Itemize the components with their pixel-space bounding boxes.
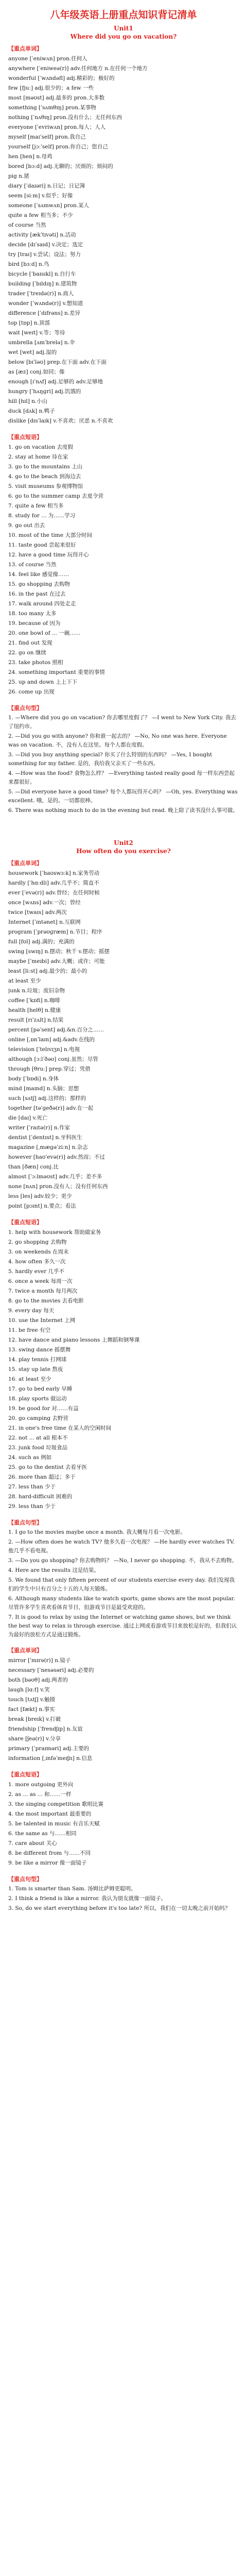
list-item: someone [ˈsʌmwʌn] pron.某人 — [8, 202, 90, 209]
list-item: 6. once a week 每周一次 — [8, 1278, 73, 1284]
list-item: 1. I go to the movies maybe once a month. 我大概每月看一次电影。 — [8, 1529, 186, 1535]
list-item: 14. play tennis 打网球 — [8, 1357, 67, 1363]
list-item: wait [weɪt] v.等；等待 — [8, 330, 65, 336]
section-block — [8, 859, 239, 1211]
list-item: myself [maɪˈself] pron.我自己 — [8, 134, 86, 140]
list-item: 6. go to the summer camp 去夏令营 — [8, 493, 103, 499]
list-item: 6. Although many students like to watch sports, game shows are the most popular. 尽管许多学生喜欢看体育节目，但游戏节目是最受欢迎的。 — [8, 1596, 235, 1611]
list-item: 5. We found that only fifteen percent of our students exercise every day. 我们发现我们的学生中只有百分之十五的人每天锻炼。 — [8, 1577, 235, 1592]
list-item: 2. —Did you go with anyone? 你和谁一起去的？ —No, No one was here. Everyone was on vacation. 不，没有人在这里。每个人都在度假。 — [8, 733, 227, 748]
list-item: Internet [ˈɪntənet] n.互联网 — [8, 919, 81, 925]
list-item: information [ˌɪnfəˈmeɪʃn] n.信息 — [8, 1755, 93, 1761]
list-item: 17. go to bed early 早睡 — [8, 1386, 73, 1392]
list-item: television [ˈtelɪvɪʒn] n.电视 — [8, 1046, 80, 1053]
list-item: 7. care about 关心 — [8, 1840, 57, 1846]
list-item: enough [ɪˈnʌf] adj.足够的 adv.足够地 — [8, 379, 103, 385]
list-item: fact [fækt] n.事实 — [8, 1706, 55, 1713]
list-item: 3. So, do we start everything before it's too late? 所以，我们在一切太晚之前开始吗？ — [8, 1905, 231, 1911]
list-item: 8. be different from 与……不同 — [8, 1850, 91, 1856]
section-block — [8, 1519, 239, 1639]
list-item: point [pɔɪnt] n.要点；看法 — [8, 1203, 76, 1209]
list-item: such [sʌtʃ] adj.这样的；那样的 — [8, 1095, 86, 1101]
list-item: 4. the most important 最重要的 — [8, 1811, 92, 1817]
list-item: primary [ˈpraɪməri] adj.主要的 — [8, 1745, 90, 1752]
list-item: 2. —How often does he watch TV? 他多久看一次电视？ —He hardly ever watches TV. 他几乎不看电视。 — [8, 1539, 235, 1554]
list-item: 7. quite a few 相当多 — [8, 503, 64, 509]
section-title: 【重点短语】 — [8, 1219, 42, 1226]
list-item: 1. go on vacation 去度假 — [8, 444, 73, 450]
section-block — [8, 45, 239, 426]
list-item: hungry [ˈhʌŋɡri] adj.饥饿的 — [8, 388, 81, 395]
list-item: 16. in the past 在过去 — [8, 591, 66, 597]
list-item: something [ˈsʌmθɪŋ] pron.某事物 — [8, 105, 96, 111]
list-item: 16. at least 至少 — [8, 1376, 51, 1382]
list-item: difference [ˈdɪfrəns] n.差异 — [8, 310, 81, 316]
list-item: 18. play sports 做运动 — [8, 1396, 67, 1402]
list-item: 15. stay up late 熬夜 — [8, 1366, 63, 1372]
list-item: 5. visit museums 参观博物馆 — [8, 483, 83, 489]
section-title: 【重点单词】 — [8, 45, 42, 52]
list-item: health [helθ] n.健康 — [8, 1007, 61, 1013]
list-item: 13. swing dance 摇摆舞 — [8, 1347, 71, 1353]
list-item: 10. most of the time 大部分时间 — [8, 532, 92, 538]
list-item: than [ðæn] conj.比 — [8, 1164, 59, 1170]
list-item: laugh [lɑːf] v.笑 — [8, 1687, 50, 1693]
list-item: none [nʌn] pron.没有人；没有任何东西 — [8, 1183, 108, 1190]
list-item: 13. of course 当然 — [8, 562, 57, 568]
list-item: writer [ˈraɪtə(r)] n.作家 — [8, 1125, 70, 1131]
list-item: junk n.垃圾；废旧杂物 — [8, 988, 65, 994]
section-title: 【重点短语】 — [8, 1771, 42, 1778]
list-item: 4. —How was the food? 食物怎么样？ —Everything tasted really good 每一样东西尝起来都很好。 — [8, 770, 235, 785]
list-item: hen [hen] n.母鸡 — [8, 154, 52, 160]
unit-heading — [8, 839, 239, 855]
list-item: 2. stay at home 待在家 — [8, 454, 68, 460]
list-item: once [wʌns] adv.一次；曾经 — [8, 900, 81, 906]
list-item: 23. take photos 照相 — [8, 659, 63, 666]
list-item: magazine [ˌmæɡəˈziːn] n.杂志 — [8, 1144, 88, 1150]
section-block — [8, 1875, 239, 1913]
list-item: at least 至少 — [8, 978, 41, 984]
list-item: share [ʃeə(r)] v.分享 — [8, 1736, 61, 1742]
section-title: 【重点单词】 — [8, 860, 42, 867]
list-item: 5. be talented in music 有音乐天赋 — [8, 1821, 100, 1827]
list-item: 9. go out 出去 — [8, 522, 45, 529]
list-item: bird [bɜːd] n.鸟 — [8, 261, 49, 267]
list-item: 7. twice a month 每月两次 — [8, 1288, 78, 1294]
list-item: bicycle [ˈbaɪsɪkl] n.自行车 — [8, 271, 76, 277]
section-block — [8, 1218, 239, 1512]
list-item: together [təˈɡeðə(r)] adv.在一起 — [8, 1105, 94, 1111]
list-item: decide [dɪˈsaɪd] v.决定；选定 — [8, 242, 83, 248]
list-item: break [breɪk] v.打破 — [8, 1716, 61, 1722]
unit-subtitle: Where did you go on vacation? — [70, 33, 177, 40]
list-item: coffee [ˈkɒfi] n.咖啡 — [8, 997, 61, 1004]
list-item: almost [ˈɔːlməʊst] adv.几乎；差不多 — [8, 1174, 102, 1180]
list-item: 3. on weekends 在周末 — [8, 1249, 69, 1255]
list-item: 3. —Did you buy anything special? 你买了什么特别的东西吗？ —Yes, I bought something for my father. 是的，我给我父亲买了一些东西。 — [8, 752, 213, 767]
list-item: nothing [ˈnʌθɪŋ] pron.没有什么；无任何东西 — [8, 114, 122, 121]
list-item: 3. the singing competition 歌唱比赛 — [8, 1801, 103, 1807]
list-item: anyone [ˈeniwʌn] pron.任何人 — [8, 56, 87, 62]
section-title: 【重点句型】 — [8, 1519, 42, 1526]
list-item: 1. more outgoing 更外向 — [8, 1782, 74, 1788]
list-item: maybe [ˈmeɪbi] adv.大概；或许；可能 — [8, 958, 105, 964]
list-item: duck [dʌk] n.鸭子 — [8, 408, 55, 414]
list-item: yourself [jɔːˈself] pron.你自己；您自己 — [8, 144, 108, 150]
list-item: least [liːst] adj.最少的；最小的 — [8, 968, 87, 974]
list-item: 5. hardly ever 几乎不 — [8, 1268, 64, 1275]
section-block — [8, 433, 239, 697]
list-item: 11. taste good 尝起来很好 — [8, 542, 76, 548]
list-item: through [θruː] prep.穿过；凭借 — [8, 1066, 91, 1072]
list-item: 24. such as 例如 — [8, 1454, 52, 1461]
list-item: 19. because of 因为 — [8, 620, 61, 626]
list-item: online [ˌɒnˈlaɪn] adj.&adv.在线的 — [8, 1037, 95, 1043]
list-item: 6. There was nothing much to do in the evening but read. 晚上除了读书没什么事可做。 — [8, 807, 238, 814]
list-item: 20. go camping 去野营 — [8, 1415, 68, 1421]
section-block — [8, 704, 239, 815]
list-item: mind [maɪnd] n.头脑；思想 — [8, 1086, 79, 1092]
list-item: bored [bɔːd] adj.无聊的；厌烦的；烦闷的 — [8, 163, 113, 170]
list-item: 1. Tom is smarter than Sam. 汤姆比萨姆更聪明。 — [8, 1886, 136, 1892]
unit-heading — [8, 24, 239, 41]
list-item: 4. how often 多久一次 — [8, 1259, 66, 1265]
list-item: 2. go shopping 去购物 — [8, 1239, 67, 1245]
units-container — [8, 24, 239, 1913]
list-item: dislike [dɪsˈlaɪk] v.不喜欢；厌恶 n.不喜欢 — [8, 418, 113, 424]
list-item: quite a few 相当多；不少 — [8, 212, 73, 218]
list-item: umbrella [ʌmˈbrelə] n.伞 — [8, 340, 75, 346]
list-item: 21. find out 发现 — [8, 640, 52, 646]
unit-block — [8, 24, 239, 815]
list-item: 1. help with housework 帮助做家务 — [8, 1229, 101, 1235]
list-item: top [tɒp] n.顶部 — [8, 320, 50, 326]
list-item: activity [ækˈtɪvəti] n.活动 — [8, 232, 76, 238]
list-item: 25. go to the dentist 去看牙医 — [8, 1464, 87, 1470]
unit-divider — [8, 822, 239, 836]
unit-subtitle: How often do you exercise? — [76, 848, 171, 855]
list-item: hardly [ˈhɑːdli] adv.几乎不；简直不 — [8, 880, 99, 886]
list-item: 26. more than 超过；多于 — [8, 1474, 76, 1480]
list-item: diary [ˈdaɪəri] n.日记；日记簿 — [8, 183, 85, 189]
list-item: as [æz] conj.如同；像 — [8, 369, 65, 375]
section-block — [8, 1771, 239, 1868]
list-item: friendship [ˈfrendʃɪp] n.友谊 — [8, 1726, 83, 1732]
list-item: 27. less than 少于 — [8, 1484, 56, 1490]
list-item: 19. be good for 对……有益 — [8, 1405, 79, 1412]
list-item: 8. study for ... 为……学习 — [8, 513, 76, 519]
list-item: pig n.猪 — [8, 173, 29, 179]
document-title: 八年级英语上册重点知识背记清单 — [50, 9, 197, 21]
list-item: 8. go to the movies 去看电影 — [8, 1298, 84, 1304]
list-item: 25. up and down 上上下下 — [8, 679, 78, 685]
list-item: ever [ˈevə(r)] adv.曾经；在任何时候 — [8, 890, 100, 896]
list-item: everyone [ˈevriwʌn] pron.每人；人人 — [8, 124, 106, 130]
list-item: 10. use the Internet 上网 — [8, 1317, 76, 1324]
unit-block — [8, 839, 239, 1913]
list-item: seem [siːm] v.似乎；好像 — [8, 193, 73, 199]
list-item: housework [ˈhaʊswɜːk] n.家务劳动 — [8, 870, 100, 876]
list-item: 12. have dance and piano lessons 上舞蹈和钢琴课 — [8, 1337, 140, 1343]
list-item: die [daɪ] v.死亡 — [8, 1115, 48, 1121]
list-item: of course 当然 — [8, 222, 46, 228]
list-item: however [haʊˈevə(r)] adv.然而；不过 — [8, 1154, 105, 1160]
list-item: few [fjuː] adj.很少的；a few 一些 — [8, 85, 94, 91]
list-item: 11. be free 有空 — [8, 1327, 50, 1333]
list-item: 4. Here are the results 这是结果。 — [8, 1567, 99, 1573]
list-item: hill [hɪl] n.小山 — [8, 398, 48, 404]
list-item: mirror [ˈmɪrə(r)] n.镜子 — [8, 1657, 71, 1664]
list-item: 3. go to the mountains 上山 — [8, 464, 83, 470]
section-block — [8, 1647, 239, 1764]
section-title: 【重点单词】 — [8, 1647, 42, 1654]
list-item: swing [swɪŋ] n.摆动；秋千 v.摆动；摇摆 — [8, 948, 110, 955]
list-item: dentist [ˈdentɪst] n.牙科医生 — [8, 1134, 82, 1141]
list-item: 28. hard-difficult 困难的 — [8, 1494, 73, 1500]
list-item: 1. —Where did you go on vacation? 你去哪里度假了？ —I went to New York City. 我去了纽约市。 — [8, 715, 236, 730]
unit-name: Unit2 — [114, 839, 133, 846]
list-item: 29. less than 少于 — [8, 1503, 56, 1510]
section-title: 【重点短语】 — [8, 434, 42, 440]
list-item: wonderful [ˈwʌndəfl] adj.精彩的；极好的 — [8, 75, 115, 81]
list-item: 4. go to the beach 到海边去 — [8, 473, 81, 480]
section-title: 【重点句型】 — [8, 1876, 42, 1883]
list-item: 22. not ... at all 根本不 — [8, 1435, 68, 1441]
list-item: 12. have a good time 玩得开心 — [8, 552, 89, 558]
list-item: anywhere [ˈeniweə(r)] adv.任何地方 n.在任何一个地方 — [8, 65, 148, 72]
list-item: 22. go on 继续 — [8, 650, 46, 656]
list-item: body [ˈbɒdi] n.身体 — [8, 1076, 59, 1082]
list-item: wet [wet] adj.湿的 — [8, 349, 57, 355]
list-item: less [les] adv.较少；更少 — [8, 1193, 72, 1199]
list-item: 26. come up 出现 — [8, 689, 55, 695]
list-item: 17. walk around 四处走走 — [8, 601, 76, 607]
list-item: 21. in one's free time 在某人的空闲时间 — [8, 1425, 112, 1431]
list-item: wonder [ˈwʌndə(r)] v.想知道 — [8, 300, 83, 307]
list-item: 20. one bowl of ... 一碗…… — [8, 630, 81, 636]
list-item: 3. —Do you go shopping? 你去购物吗？ —No, I never go shopping. 不，我从不去购物。 — [8, 1557, 237, 1564]
unit-name: Unit1 — [114, 25, 133, 32]
list-item: try [traɪ] v.尝试；设法；努力 — [8, 251, 81, 258]
list-item: twice [twaɪs] adv.两次 — [8, 909, 67, 916]
list-item: 23. junk food 垃圾食品 — [8, 1445, 68, 1451]
section-title: 【重点句型】 — [8, 705, 42, 711]
list-item: 5. —Did everyone have a good time? 每个人都玩得开心吗？ —Oh, yes. Everything was excellent. 哦，是的。一切都很棒。 — [8, 789, 238, 804]
list-item: 7. It is good to relax by using the Internet or watching game shows, but we think the best way to relax is through exercise. 通过上网或看游戏节目来放松是好的，但我们认为最好的放松方式是通过锻炼。 — [8, 1614, 237, 1638]
list-item: 18. too many 太多 — [8, 611, 57, 617]
list-item: necessary [ˈnesəsəri] adj.必要的 — [8, 1667, 94, 1673]
list-item: trader [ˈtreɪdə(r)] n.商人 — [8, 291, 74, 297]
list-item: 9. be like a mirror 像一面镜子 — [8, 1860, 87, 1866]
list-item: most [məʊst] adj.最多的 pron.大多数 — [8, 95, 105, 101]
list-item: touch [tʌtʃ] v.触摸 — [8, 1697, 56, 1703]
list-item: result [rɪˈzʌlt] n.结果 — [8, 1017, 64, 1023]
list-item: program [ˈprəʊɡræm] n.节目；程序 — [8, 929, 102, 935]
list-item: 2. as ... as ... 和……一样 — [8, 1791, 72, 1798]
list-item: full [fʊl] adj.满的；充满的 — [8, 939, 75, 945]
list-item: although [ɔːlˈðəʊ] conj.虽然；尽管 — [8, 1056, 98, 1062]
list-item: 6. the same as 与……相同 — [8, 1831, 77, 1837]
list-item: percent [pəˈsent] adj.&n.百分之…… — [8, 1027, 104, 1033]
list-item: 14. feel like 感觉像…… — [8, 571, 69, 578]
list-item: below [bɪˈləʊ] prep.在下面 adv.在下面 — [8, 359, 107, 365]
list-item: 24. something important 重要的事情 — [8, 669, 105, 675]
list-item: 2. I think a friend is like a mirror. 我认为朋友就像一面镜子。 — [8, 1895, 167, 1902]
list-item: 15. go shopping 去购物 — [8, 581, 70, 587]
list-item: 9. every day 每天 — [8, 1308, 55, 1314]
list-item: both [bəʊθ] adj.两者的 — [8, 1677, 68, 1683]
list-item: building [ˈbɪldɪŋ] n.建筑物 — [8, 281, 77, 287]
